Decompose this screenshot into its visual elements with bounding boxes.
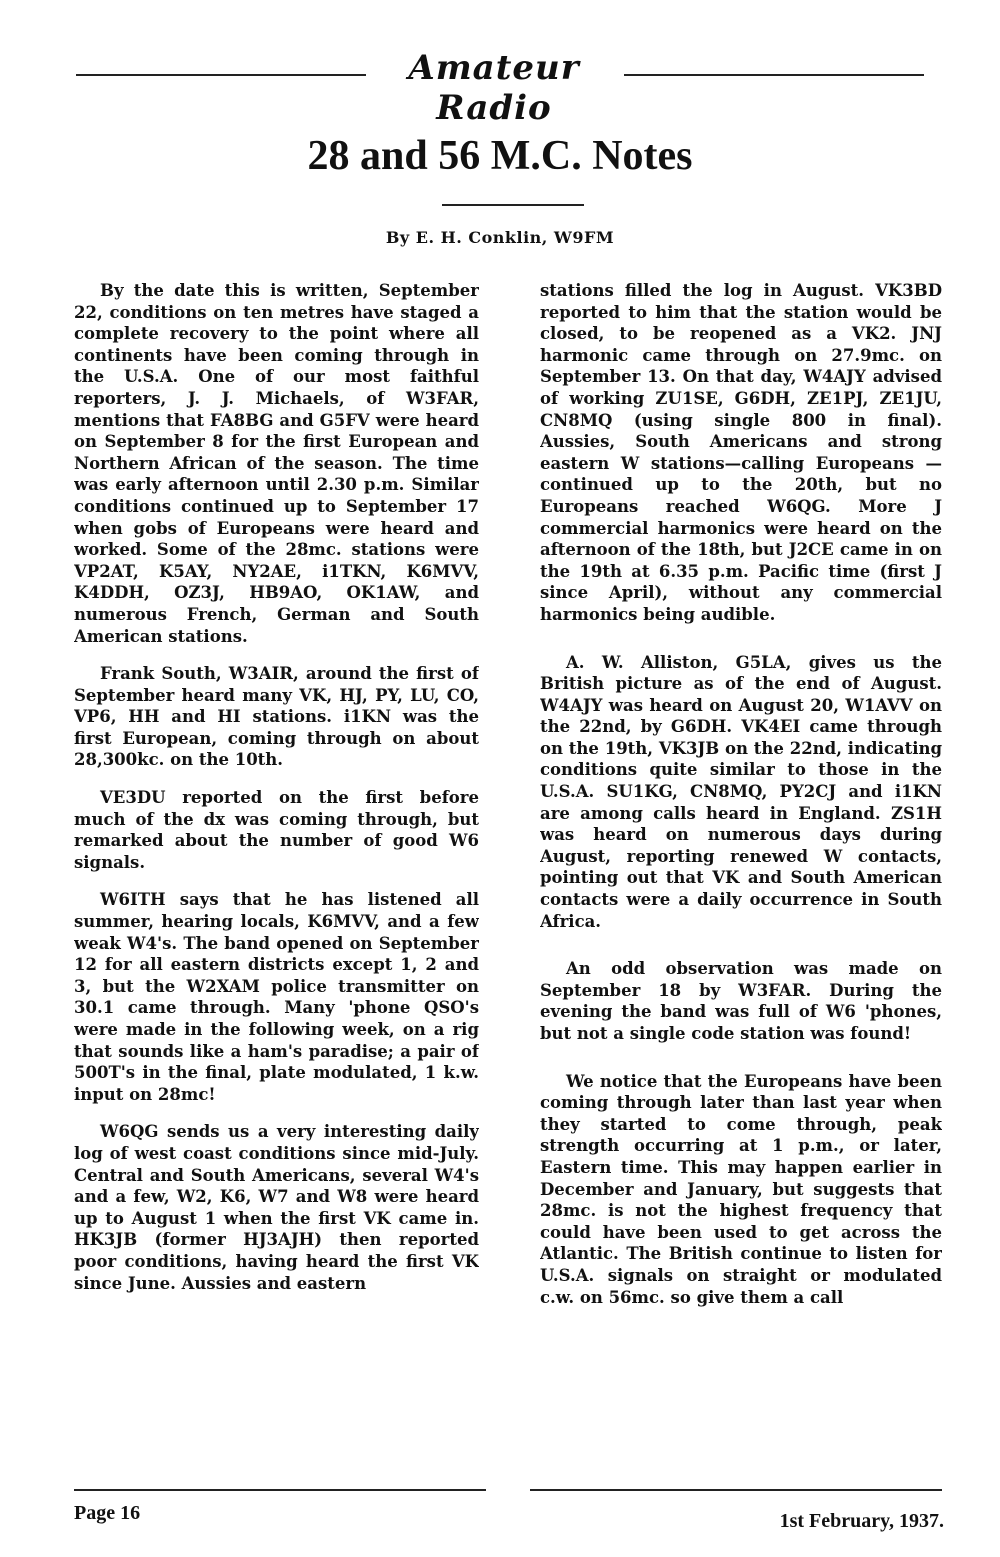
paragraph: An odd observation was made on September 18 by W3FAR. During the evening the band was full of W6 'phones, but not a single code station was found! xyxy=(540,959,942,1043)
masthead xyxy=(76,48,924,128)
masthead-rule-left xyxy=(76,74,366,76)
paragraph: By the date this is written, September 22, conditions on ten metres have staged a complete recovery to the point where all continents have been coming through in the U.S.A. One of our most faithful reporters, J. J. Michaels, of W3FAR, mentions that FA8BG and G5FV were heard on September 8 for the first European and Northern African of the season. The time was early afternoon until 2.30 p.m. Similar conditions continued up to September 17 when gobs of Europeans were heard and worked. Some of the 28mc. stations were VP2AT, K5AY, NY2AE, i1TKN, K6MVV, K4DDH, OZ3J, HB9AO, OK1AW, and numerous French, German and South American stations. xyxy=(74,281,479,646)
paragraph: We notice that the Europeans have been coming through later than last year when they started to come through, peak strength occurring at 1 p.m., or later, Eastern time. This may happen earlier in December and January, but suggests that 28mc. is not the highest frequency that could have been used to get across the Atlantic. The British continue to listen for U.S.A. signals on straight or modulated c.w. on 56mc. so give them a call xyxy=(540,1071,942,1307)
paragraph: A. W. Alliston, G5LA, gives us the British picture as of the end of August. W4AJY was heard on August 20, W1AVV on the 22nd, by G6DH. VK4EI came through on the 19th, VK3JB on the 22nd, indicating conditions quite similar to those in the U.S.A. SU1KG, CN8MQ, PY2CJ and i1KN are among calls heard in England. ZS1H was heard on numerous days during August, reporting renewed W contacts, pointing out that VK and South American contacts were a daily occurrence in South Africa. xyxy=(540,652,942,931)
paragraph: VE3DU reported on the first before much of the dx was coming through, but remarked about the number of good W6 signals. xyxy=(74,788,479,872)
issue-date: 1st February, 1937. xyxy=(779,1510,944,1532)
page-number: Page 16 xyxy=(74,1502,141,1524)
left-column xyxy=(74,280,479,1480)
article-title: 28 and 56 M.C. Notes xyxy=(307,133,693,179)
right-column xyxy=(540,280,942,1480)
paragraph-continued: stations filled the log in August. VK3BD reported to him that the station would be closed, to be reopened as a VK2. JNJ harmonic came through on 27.9mc. on September 13. On that day, W4AJY advised of working ZU1SE, G6DH, ZE1PJ, ZE1JU, CN8MQ (using single 800 in final). Aussies, South Americans and strong eastern W stations—calling Europeans — continued up to the 20th, but no Europeans reached W6QG. More J commercial harmonics were heard on the afternoon of the 18th, but J2CE came in on the 19th at 6.35 p.m. Pacific time (first J since April), without any commercial harmonics being audible. xyxy=(540,281,942,624)
footer-rule-right xyxy=(530,1489,942,1491)
title-divider xyxy=(442,204,584,206)
article-byline: By E. H. Conklin, W9FM xyxy=(385,228,615,247)
footer-rule-left xyxy=(74,1489,486,1491)
masthead-logo: Amateur Radio xyxy=(408,48,580,128)
paragraph: W6ITH says that he has listened all summer, hearing locals, K6MVV, and a few weak W4's. The band opened on September 12 for all eastern districts except 1, 2 and 3, but the W2XAM police transmitter on 30.1 came through. Many 'phone QSO's were made in the following week, on a rig that sounds like a ham's paradise; a pair of 500T's in the final, plate modulated, 1 k.w. input on 28mc! xyxy=(74,890,479,1104)
paragraph: Frank South, W3AIR, around the first of September heard many VK, HJ, PY, LU, CO, VP6, HH and HI stations. i1KN was the first European, coming through on about 28,300kc. on the 10th. xyxy=(74,664,479,770)
paragraph: W6QG sends us a very interesting daily log of west coast conditions since mid-July. Central and South Americans, several W4's and a few, W2, K6, W7 and W8 were heard up to August 1 when the first VK came in. HK3JB (former HJ3AJH) then reported poor conditions, having heard the first VK since June. Aussies and eastern xyxy=(74,1122,479,1293)
masthead-rule-right xyxy=(624,74,924,76)
